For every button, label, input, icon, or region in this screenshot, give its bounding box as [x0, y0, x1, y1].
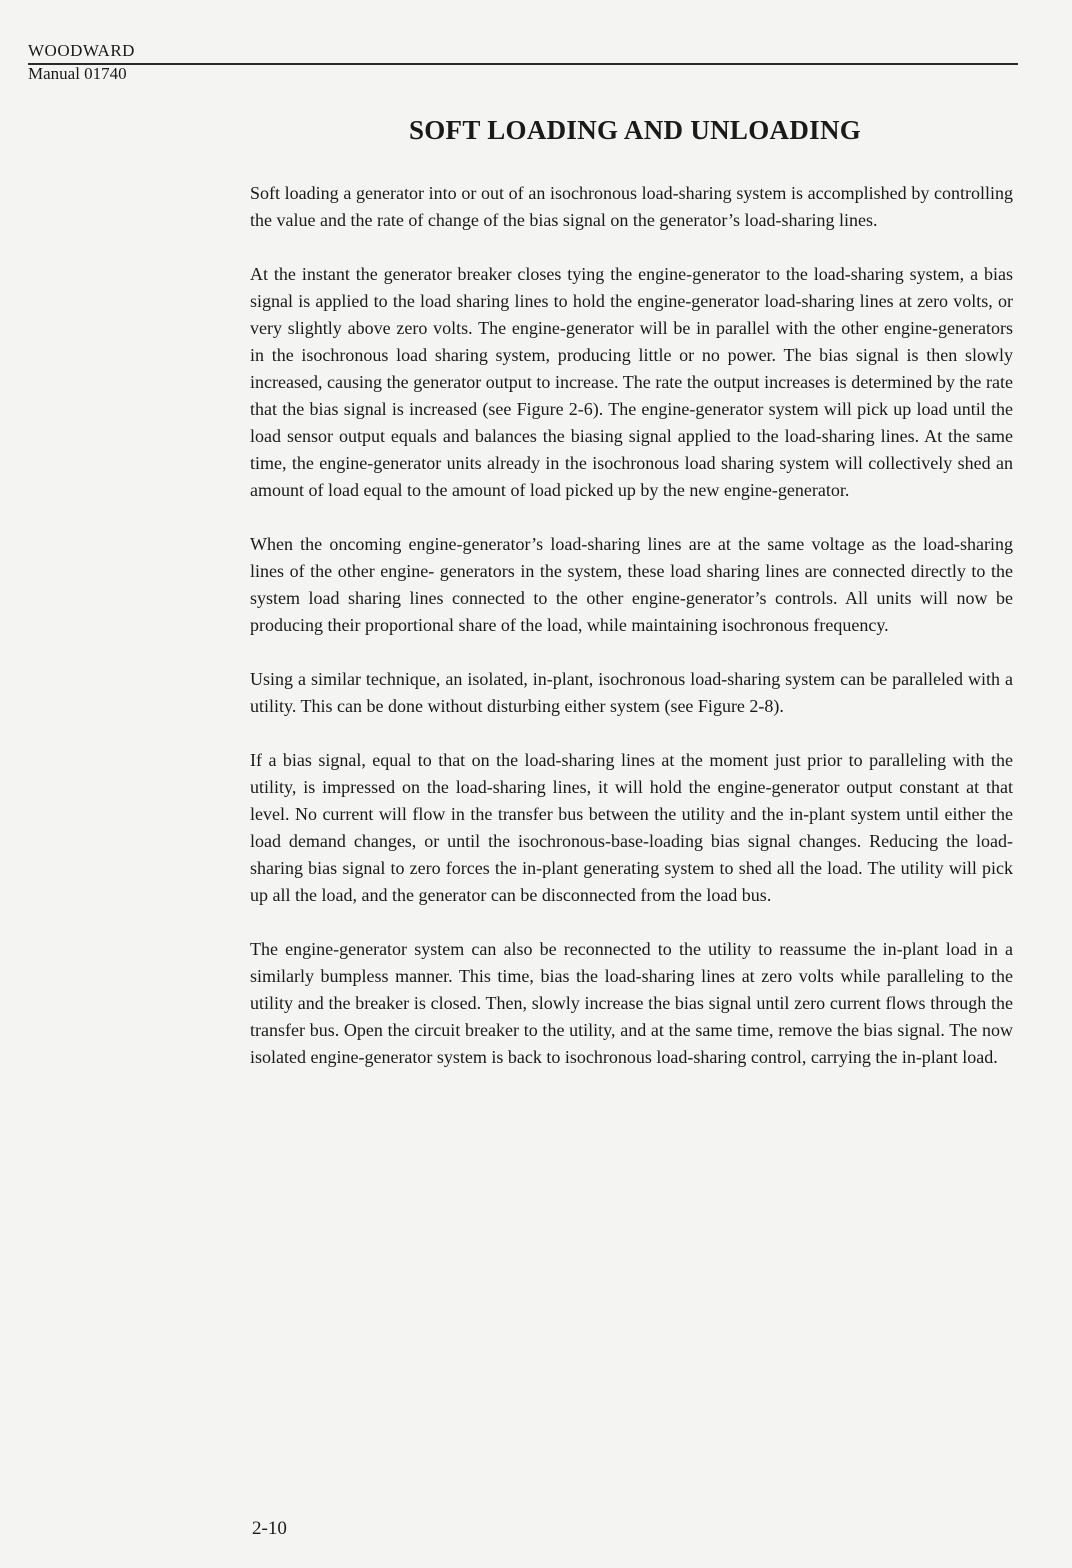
paragraph-soft-loading-intro: Soft loading a generator into or out of an isochronous load-sharing system is accomplished by controlling the value and the rate of change of the bias signal on the generator’s load-sharing lines.	[250, 183, 1013, 230]
header-rule	[28, 63, 1018, 65]
paragraph-oncoming-generator: When the oncoming engine-generator’s load-sharing lines are at the same voltage as the load-sharing lines of the other engine- generators in the system, these load sharing lines are connected directly to the system load sharing lines connected to the other engine-generator’s controls. All units will now be producing their proportional share of the load, while maintaining isochronous frequency.	[250, 534, 1013, 635]
page-number: 2-10	[252, 1518, 287, 1539]
page-header	[28, 40, 1018, 86]
paragraph-bias-signal: If a bias signal, equal to that on the load-sharing lines at the moment just prior to paralleling with the utility, is impressed on the load-sharing lines, it will hold the engine-generator output constant at that level. No current will flow in the transfer bus between the utility and the in-plant system until either the load demand changes, or until the isochronous-base-loading bias signal changes. Reducing the load-sharing bias signal to zero forces the in-plant generating system to shed all the load. The utility will pick up all the load, and the generator can be disconnected from the load bus.	[250, 750, 1013, 905]
paragraph-reconnect: The engine-generator system can also be reconnected to the utility to reassume the in-plant load in a similarly bumpless manner. This time, bias the load-sharing lines at zero volts while paralleling to the utility and the breaker is closed. Then, slowly increase the bias signal until zero current flows through the transfer bus. Open the circuit breaker to the utility, and at the same time, remove the bias signal. The now isolated engine-generator system is back to isochronous load-sharing control, carrying the in-plant load.	[250, 939, 1013, 1067]
paragraph-breaker-closes: At the instant the generator breaker closes tying the engine-generator to the load-sharing system, a bias signal is applied to the load sharing lines to hold the engine-generator load-sharing lines at zero volts, or very slightly above zero volts. The engine-generator will be in parallel with the other engine-generators in the isochronous load sharing system, producing little or no power. The bias signal is then slowly increased, causing the generator output to increase. The rate the output increases is determined by the rate that the bias signal is increased (see Figure 2-6). The engine-generator system will pick up load until the load sensor output equals and balances the biasing signal applied to the load-sharing lines. At the same time, the engine-generator units already in the isochronous load sharing system will collectively shed an amount of load equal to the amount of load picked up by the new engine-generator.	[250, 264, 1013, 500]
section-title: SOFT LOADING AND UNLOADING	[408, 115, 862, 145]
paragraph-utility-paralleling: Using a similar technique, an isolated, in-plant, isochronous load-sharing system can be paralleled with a utility. This can be done without disturbing either system (see Figure 2-8).	[250, 669, 1013, 716]
header-brand: WOODWARD	[28, 40, 143, 62]
header-manual-number: Manual 01740	[28, 64, 127, 83]
body-text	[250, 180, 1013, 1098]
